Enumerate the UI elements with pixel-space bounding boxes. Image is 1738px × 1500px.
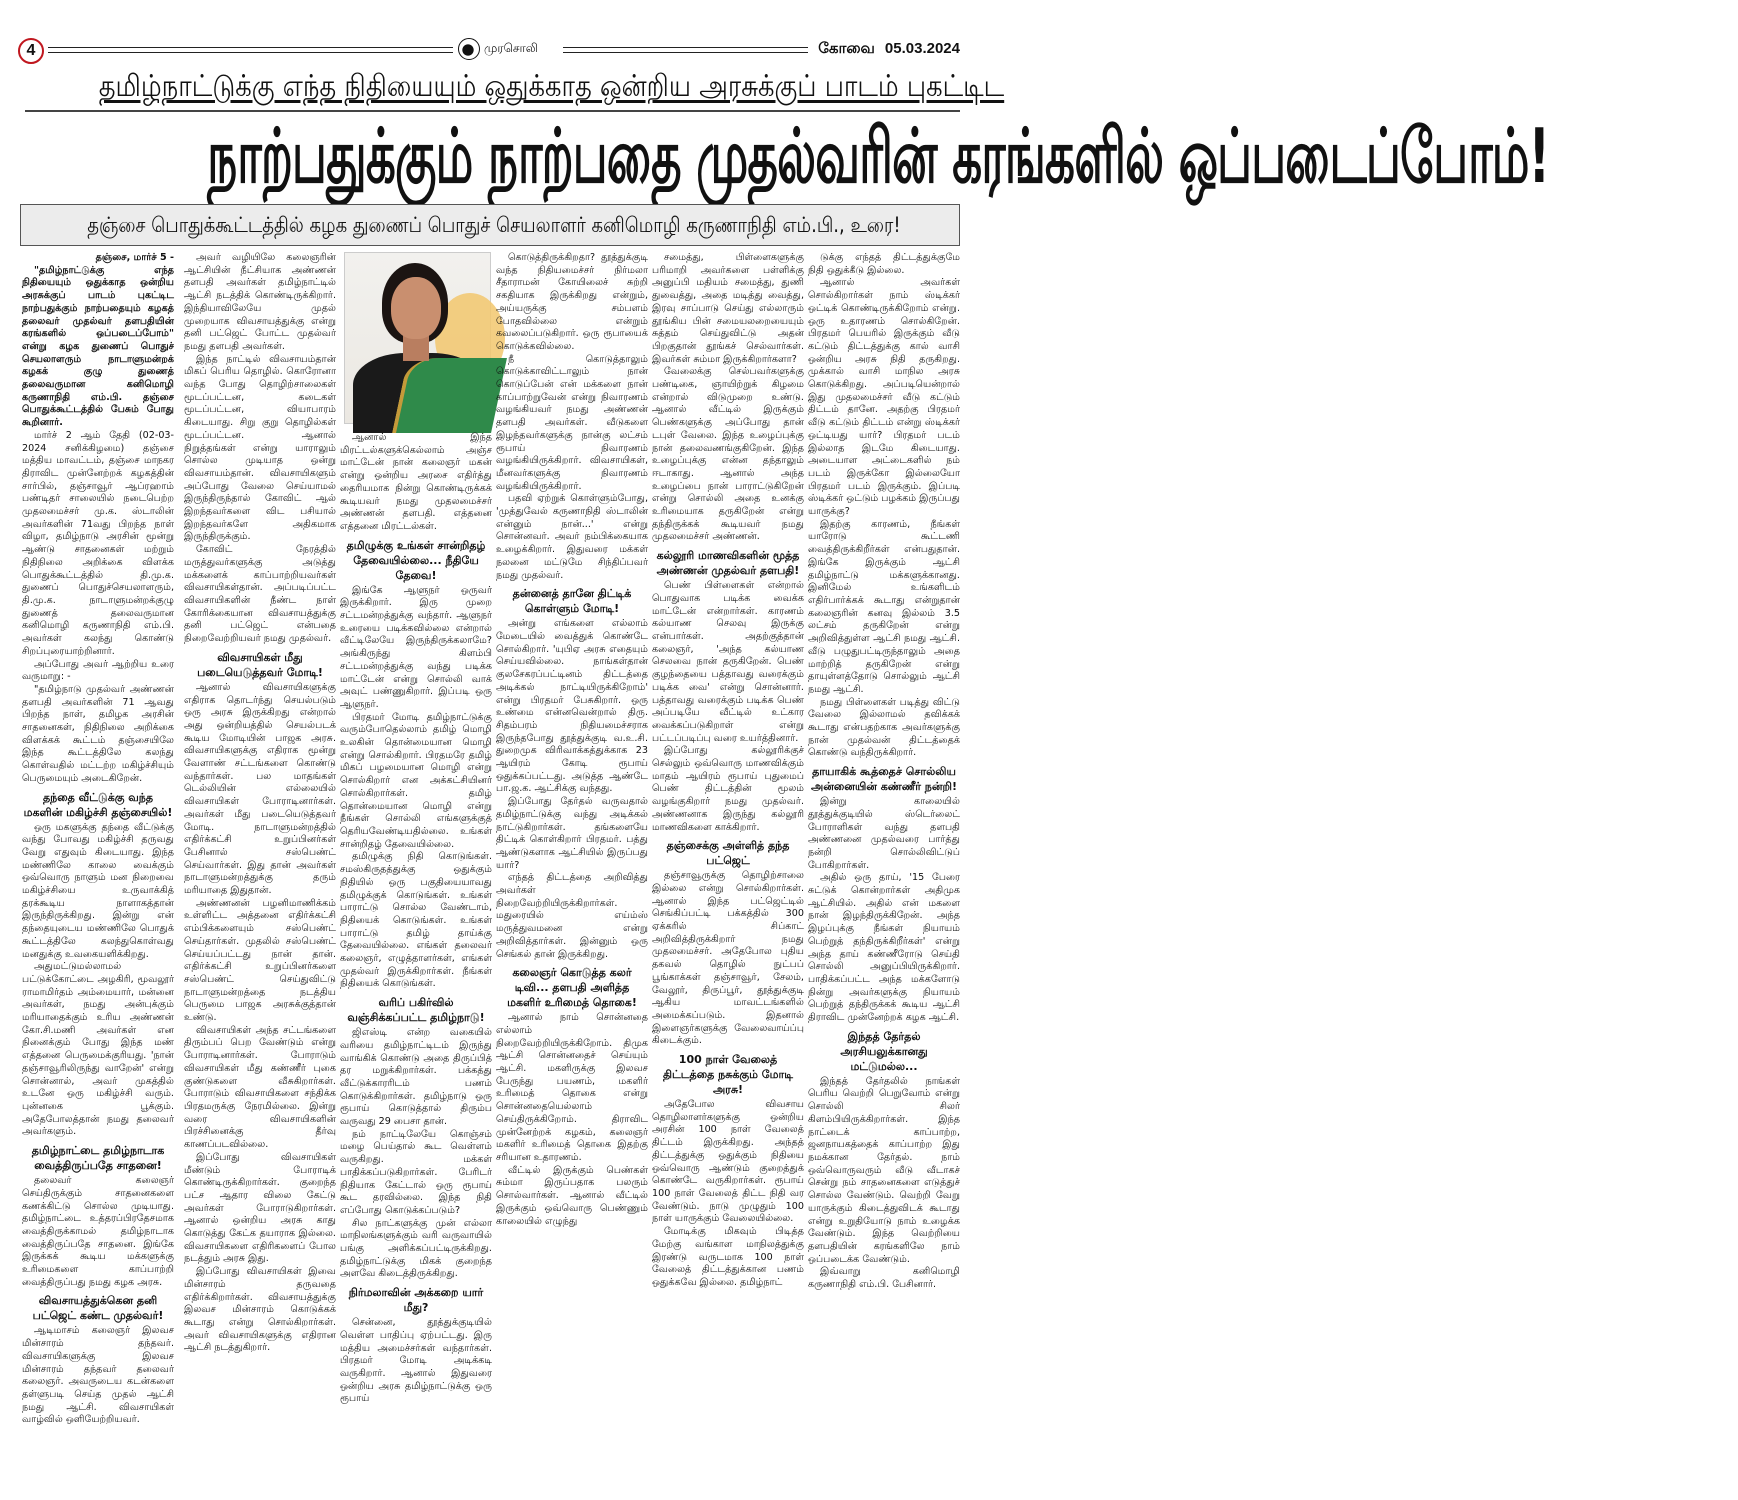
article-paragraph: சமைத்து, பிள்ளைகளுக்கு பரிமாறி அவர்களை பள்ளிக்கு அனுப்பி மதியம் சமைத்து, துணி துவைத்து, அதை மடித்து வைத்து, இரவு சாப்பாடு செய்து எல்லாரும் தூங்கிய பின் சமையலறையையும் சுத்தம் செய்துவிட்டு அதன் பிறகுதான் தூங்கச் செல்வார்கள். இவர்கள் சும்மா இருக்கிறார்களா? — [652, 252, 804, 365]
article-paragraph: அதில் ஒரு தாய், '15 பேரை சுட்டுக் கொன்றார்கள் அதிமுக ஆட்சியில். அதில் என் மகளை நான் இழந்திருக்கிறேன். அந்த இழப்புக்கு நீங்கள் நியாயம் பெற்றுத் தந்திருக்கிறீர்கள்' என்று அந்த தாய் கண்ணீரோடு செய்தி சொல்லி அனுப்பியிருக்கிறார். பாதிக்கப்பட்ட அந்த மக்களோடு நின்று அவர்களுக்கு நியாயம் பெற்றுத் தந்திருக்கக் கூடிய ஆட்சி திராவிட முன்னேற்றக் கழக ஆட்சி. — [808, 872, 960, 1024]
header-rule — [48, 47, 453, 53]
edition-dateline — [808, 40, 960, 59]
article-paragraph: பதவி ஏற்றுக் கொள்ளும்போது, 'முத்துவேல் கருணாநிதி ஸ்டாலின் என்னும் நான்...' என்று சொன்னவர். அவர் நம்பிக்கையாக உழைக்கிறார். இதுவரை மக்கள் நலனை மட்டுமே சிந்திப்பவர் நமது முதல்வர். — [496, 493, 648, 581]
section-subheading: 100 நாள் வேலைத் திட்டத்தை நசுக்கும் மோடி அரசு! — [663, 1053, 793, 1097]
section-subheading: கலைஞர் கொடுத்த கலர் டிவி... தளபதி அளித்த மகளிர் உரிமைத் தொகை! — [507, 966, 637, 1010]
article-column-6 — [808, 252, 960, 1457]
article-paragraph: இந்தத் தேர்தலில் நாங்கள் பெரிய வெற்றி பெறுவோம் என்று சொல்லி சிலர் கிளம்பியிருக்கிறார்கள். இந்த நாட்டைக் காப்பாற்ற, ஜனநாயகத்தைக் காப்பாற்ற இது நமக்கான தேர்தல். நாம் ஒவ்வொருவரும் வீடு வீடாகச் சென்று நம் சாதனைகளை எடுத்துச் சொல்ல வேண்டும். வெற்றி வேறு யாருக்கும் கிடைத்துவிடக் கூடாது என்று உறுதியோடு நாம் உழைக்க வேண்டும். இந்த வெற்றியை தளபதியின் கரங்களிலே நாம் ஒப்படைக்க வேண்டும். — [808, 1075, 960, 1265]
article-paragraph: தஞ்சாவூருக்கு தொழிற்சாலை இல்லை என்று சொல்கிறார்கள். ஆனால் இந்த பட்ஜெட்டில் செங்கிப்பட்டி பக்கத்தில் 300 ஏக்கரில் சிப்காட் அறிவித்திருக்கிறார் நமது முதலமைச்சர். அதேபோல புதிய தகவல் தொழில் நுட்பப் பூங்காக்கள் தஞ்சாவூர், சேலம், வேலூர், திருப்பூர், தூத்துக்குடி ஆகிய மாவட்டங்களில் அமைக்கப்படும். இதனால் இளைஞர்களுக்கு வேலைவாய்ப்பு கிடைக்கும். — [652, 870, 804, 1047]
header-rule — [563, 47, 808, 53]
article-paragraph: இப்போது விவசாயிகள் மீண்டும் போராடிக் கொண்டிருக்கிறார்கள். குறைந்த பட்ச ஆதார விலை கேட்டு அவர்கள் போராடுகிறார்கள். ஆனால் ஒன்றிய அரசு காது கொடுத்து கேட்க தயாராக இல்லை. விவசாயிகளை எதிரிகளைப் போல நடத்தும் அரசு இது. — [184, 1151, 336, 1265]
issue-date: 05.03.2024 — [884, 40, 960, 57]
section-subheading: வரிப் பகிர்வில் வஞ்சிக்கப்பட்ட தமிழ்நாடு! — [347, 996, 485, 1025]
article-paragraph: பெண் பிள்ளைகள் என்றால் பொதுவாக படிக்க வைக்க மாட்டேன் என்றார்கள். காரணம் கல்யாண செலவு இருக்கு என்பார்கள். அதற்குத்தான் கலைஞர், 'அந்த கல்யாண செலவை நான் தருகிறேன். பெண் குழந்தையை பத்தாவது வரைக்கும் படிக்க வை' என்று சொன்னார். பத்தாவது வரைக்கும் படிக்க பெண் அப்படியே வீட்டில் உட்கார வைக்கப்படுகிறாள் என்று பட்டப்படிப்பு வரை உயர்த்தினார். — [652, 580, 804, 744]
section-subheading: கல்லூரி மாணவிகளின் மூத்த அண்ணன் முதல்வர் தளபதி! — [656, 549, 800, 578]
article-paragraph: அப்போது அவர் ஆற்றிய உரை வருமாறு: - — [22, 658, 174, 683]
section-subheading: நிர்மலாவின் அக்கறை யார் மீது? — [348, 1286, 484, 1315]
article-paragraph: நமது பிள்ளைகள் படித்து விட்டு வேலை இல்லாமல் தவிக்கக் கூடாது என்பதற்காக அவர்களுக்கு நான் முதல்வன் திட்டத்தைக் கொண்டு வந்திருக்கிறார். — [808, 696, 960, 759]
article-paragraph: வீட்டில் இருக்கும் பெண்கள் சும்மா இருப்பதாக பலரும் சொல்வார்கள். ஆனால் வீட்டில் இருக்கும் ஒவ்வொரு பெண்ணும் காலையில் எழுந்து — [496, 1164, 648, 1227]
article-paragraph: மார்ச் 2 ஆம் தேதி (02-03-2024 சனிக்கிழமை) தஞ்சை மத்திய மாவட்டம், தஞ்சை மாநகர திராவிட முன்னேற்றக் கழகத்தின் சார்பில், தஞ்சாவூர் ஆப்ரஹாம் பண்டிதர் சாலையில் நடைபெற்ற முதலமைச்சர் மு.க. ஸ்டாலின் அவர்களின் 71வது பிறந்த நாள் விழா, தமிழ்நாடு அரசின் மூன்று ஆண்டு சாதனைகள் மற்றும் நிதிநிலை அறிக்கை விளக்க பொதுக்கூட்டத்தில் தி.மு.க. துணைப் பொதுச்செயலாளரும், தி.மு.க. நாடாளுமன்றக்குழு துணைத் தலைவருமான கனிமொழி கருணாநிதி எம்.பி. அவர்கள் கலந்து கொண்டு சிறப்புரையாற்றினார். — [22, 429, 174, 657]
section-subheading: இந்தத் தேர்தல் அரசியலுக்கானது மட்டுமல்ல... — [840, 1029, 928, 1073]
article-paragraph: அதேபோல விவசாய தொழிலாளர்களுக்கு ஒன்றிய அரசின் 100 நாள் வேலைத் திட்டம் இருக்கிறது. அந்தத் திட்டத்துக்கு ஒதுக்கும் நிதியை ஒவ்வொரு ஆண்டும் குறைத்துக் கொண்டே வருகிறார்கள். ரூபாய் 100 நாள் வேலைத் திட்ட நிதி வர வேண்டும். நாடு முழுதும் 100 நாள் யாருக்கும் வேலையில்லை. — [652, 1099, 804, 1225]
article-column-2 — [184, 252, 336, 1457]
article-paragraph: ஒரு மகளுக்கு தந்தை வீட்டுக்கு வந்து போவது மகிழ்ச்சி தருவது வேறு எதுவும் கிடையாது. இந்த மண்ணிலே காலை வைக்கும் ஒவ்வொரு நாளும் மன நிறைவை மகிழ்ச்சியை உருவாக்கித் தரக்கூடிய நாளாகத்தான் இருந்திருக்கிறது. இன்று என் தந்தையுடைய மண்ணிலே பொதுக் கூட்டத்திலே கலந்துகொள்வது மனதுக்கு உவகையளிக்கிறது. — [22, 821, 174, 960]
main-headline — [18, 112, 1550, 202]
sub-headline-text: தஞ்சை பொதுக்கூட்டத்தில் கழக துணைப் பொதுச் செயலாளர் கனிமொழி கருணாநிதி எம்.பி., உரை! — [87, 213, 901, 237]
page-number: 4 — [18, 38, 44, 64]
sub-headline-box — [20, 204, 960, 246]
newspaper-logo-icon — [458, 38, 480, 60]
article-paragraph: அதுமட்டுமல்லாமல் பட்டுக்கோட்டை அழகிரி, மூவலூர் ராமாமிர்தம் அம்மையார், மன்னை அவர்கள், நமது அன்புக்கும் மரியாதைக்கும் உரிய அண்ணன் கோ.சி.மணி அவர்கள் என நினைக்கும் போது இந்த மண் எத்தனை பெருமைக்குரியது. 'நான் தஞ்சாவூரிலிருந்து வாறேன்' என்று சொன்னால், அவர் முகத்தில் உடனே ஒரு மகிழ்ச்சி வரும். புன்னகை பூக்கும். அதேபோலத்தான் நமது தலைவர் அவர்களும். — [22, 961, 174, 1138]
article-paragraph: இங்கே ஆளுநர் ஒருவர் இருக்கிறார். இரு முறை சட்டமன்றத்துக்கு வந்தார். ஆளுநர் உரையை படிக்கவில்லை என்றால் வீட்டிலேயே இருந்திருக்கலாமே? அங்கிருந்து கிளம்பி சட்டமன்றத்துக்கு வந்து படிக்க மாட்டேன் என்று சொல்லி வாக் அவுட் பண்ணுகிறார். இப்படி ஒரு ஆளுநர். — [340, 584, 492, 710]
section-subheading: தந்தை வீட்டுக்கு வந்த மகளின் மகிழ்ச்சி தஞ்சையில்! — [23, 790, 173, 819]
article-paragraph: "தமிழ்நாட்டுக்கு எந்த நிதியையும் ஒதுக்காத ஒன்றிய அரசுக்குப் பாடம் புகட்டிட நாற்பதுக்கும் நாற்பதையும் கழகத் தலைவர் முதல்வர் தளபதியின் கரங்களில் ஒப்படைப்போம்" என்று கழக துணைப் பொதுச் செயலாளரும் நாடாளுமன்றக் கழகக் குழு துணைத் தலைவருமான கனிமொழி கருணாநிதி எம்.பி. தஞ்சை பொதுக்கூட்டத்தில் பேசும் போது கூறினார். — [22, 264, 174, 429]
article-paragraph: அவர் வழியிலே கலைஞரின் ஆட்சியின் நீட்சியாக அண்ணன் தளபதி அவர்கள் தமிழ்நாட்டில் ஆட்சி நடத்திக் கொண்டிருக்கிறார். இந்தியாவிலேயே முதல் முறையாக விவசாயத்துக்கு என்று தனி பட்ஜெட் போட்ட முதல்வர் நமது தளபதி அவர்கள். — [184, 252, 336, 352]
article-paragraph: நீ கொடுத்தாலும் கொடுக்காவிட்டாலும் நான் கொடுப்பேன் என் மக்களை நான் காப்பாற்றுவேன் என்று நிவாரணம் வழங்கியவர் நமது அண்ணன் தளபதி அவர்கள். வீடுகளை இழந்தவர்களுக்கு நான்கு லட்சம் ரூபாய் நிவாரணம் வழங்கியிருக்கிறார். விவசாயிகள், மீனவர்களுக்கு நிவாரணம் வழங்கியிருக்கிறார். — [496, 353, 648, 492]
section-subheading: தஞ்சைக்கு அள்ளித் தந்த பட்ஜெட் — [666, 839, 790, 868]
article-paragraph: இவ்வாறு கனிமொழி கருணாநிதி எம்.பி. பேசினார். — [808, 1266, 960, 1291]
article-paragraph: ஆடிமாசம் கலைஞர் இலவச மின்சாரம் தந்தவர். விவசாயிகளுக்கு இலவச மின்சாரம் தந்தவர் தலைவர் கலைஞர். அவருடைய கடன்களை தள்ளுபடி செய்த முதல் ஆட்சி நமது ஆட்சி. விவசாயிகள் வாழ்வில் ஒளியேற்றியவர். — [22, 1325, 174, 1426]
article-paragraph: இப்போது தேர்தல் வருவதால் தமிழ்நாட்டுக்கு வந்து அடிக்கல் நாட்டுகிறார்கள். தங்களையே திட்டிக் கொள்கிறார் பிரதமர். பத்து ஆண்டுகளாக ஆட்சியில் இருப்பது யார்? — [496, 796, 648, 871]
article-paragraph: இப்போது கல்லூரிக்குச் செல்லும் ஒவ்வொரு மாணவிக்கும் மாதம் ஆயிரம் ரூபாய் புதுமைப் பெண் திட்டத்தின் மூலம் வழங்குகிறார் நமது முதல்வர். அண்ணனாக இருந்து கல்லூரி மாணவிகளை காக்கிறார். — [652, 745, 804, 833]
article-paragraph: இப்போது விவசாயிகள் இவை மின்சாரம் தருவதை எதிர்க்கிறார்கள். விவசாயத்துக்கு இலவச மின்சாரம் கொடுக்கக் கூடாது என்று சொல்கிறார்கள். அவர் விவசாயிகளுக்கு எதிரான ஆட்சி நடத்துகிறார். — [184, 1266, 336, 1354]
article-paragraph: டுக்கு எந்தத் திட்டத்துக்குமே நிதி ஒதுக்கீடு இல்லை. — [808, 252, 960, 276]
article-paragraph: தமிழுக்கு நிதி கொடுங்கள். சமஸ்கிருதத்துக்கு ஒதுக்கும் நிதியில் ஒரு பகுதியையாவது தமிழுக்குக் கொடுங்கள். உங்கள் பாராட்டு சொல்ல வேண்டாம், நிதியைக் கொடுங்கள். உங்கள் பாராட்டு தமிழ் தாய்க்கு தேவையில்லை. எங்கள் தலைவர் கலைஞர், எழுத்தாளர்கள், எங்கள் முதல்வர் இருக்கிறார்கள். நீங்கள் நிதியைக் கொடுங்கள். — [340, 851, 492, 990]
article-paragraph: இன்று காலையில் தூத்துக்குடியில் ஸ்டெர்லைட் போராளிகள் வந்து தளபதி அண்ணனை முதல்வரை பார்த்து நன்றி சொல்லிவிட்டுப் போகிறார்கள். — [808, 796, 960, 871]
section-subheading: தமிழுக்கு உங்கள் சான்றிதழ் தேவையில்லை... நீதியே தேவை! — [346, 538, 486, 582]
section-subheading: தாயாகிக் கூத்தைச் சொல்லிய அன்னையின் கண்ணீர் நன்றி! — [810, 765, 958, 794]
article-paragraph: அன்று எங்களை எல்லாம் மேடையில் வைத்துக் கொண்டே சொல்கிறார். 'யுபிஏ அரசு எதையும் செய்யவில்லை. நாங்கள்தான் குலசேகரப்பட்டினம் திட்டத்தை அடிக்கல் நாட்டியிருக்கிறோம்' என்று பிரதமர் பேசுகிறார். ஒரு உண்மை என்னவென்றால் திரு. சிதம்பரம் நிதியமைச்சராக இருந்தபோது தூத்துக்குடி வ.உ.சி. துறைமுக விரிவாக்கத்துக்காக 23 ஆயிரம் கோடி ரூபாய் ஒதுக்கப்பட்டது. அடுத்த ஆண்டே பா.ஜ.க. ஆட்சிக்கு வந்தது. — [496, 618, 648, 795]
article-paragraph: வேலைக்கு செல்பவர்களுக்கு பண்டிகை, ஞாயிற்றுக் கிழமை என்றால் விடுமுறை உண்டு. ஆனால் வீட்டில் இருக்கும் பெண்களுக்கு அப்போது தான் டபுள் வேலை. இந்த உழைப்புக்கு நான் தலைவணங்குகிறேன். இந்த உழைப்புக்கு என்ன தந்தாலும் ஈடாகாது. ஆனால் அந்த உழைப்பை நான் பாராட்டுகிறேன் என்று சொல்லி அதை உனக்கு உரிமையாக தருகிறேன் என்று தந்திருக்கக் கூடியவர் நமது முதலமைச்சர் அண்ணன். — [652, 366, 804, 543]
article-column-1 — [22, 252, 174, 1457]
section-subheading: விவசாயிகள் மீது படையெடுத்தவர் மோடி! — [197, 650, 323, 679]
article-paragraph: ஆனால் இந்த மிரட்டல்களுக்கெல்லாம் அஞ்ச மாட்டேன் நான் கலைஞர் மகன் என்று ஒன்றிய அரசை எதிர்த்து தைரியமாக நின்று கொண்டிருக்கக் கூடியவர் நமது முதலமைச்சர் அண்ணன் தளபதி. எத்தனை எத்தனை மிரட்டல்கள். — [340, 432, 492, 532]
article-paragraph: மோடிக்கு மிகவும் பிடித்த மேற்கு வங்காள மாநிலத்துக்கு இரண்டு வருடமாக 100 நாள் வேலைத் திட்டத்துக்கான பணம் ஒதுக்கவே இல்லை. தமிழ்நாட் — [652, 1226, 804, 1288]
article-paragraph: ஜிஎஸ்டி என்ற வகையில் வரியை தமிழ்நாட்டிடம் இருந்து வாங்கிக் கொண்டு அதை திருப்பித் தர மறுக்கிறார்கள். பக்கத்து வீட்டுக்காரரிடம் பணம் கொடுக்கிறார்கள். தமிழ்நாடு ஒரு ரூபாய் கொடுத்தால் திரும்ப வருவது 29 பைசா தான். — [340, 1027, 492, 1128]
section-subheading: தமிழ்நாட்டை தமிழ்நாடாக வைத்திருப்பதே சாதனை! — [31, 1144, 165, 1173]
article-paragraph: இந்த நாட்டில் விவசாயம்தான் மிகப் பெரிய தொழில். கொரோனா வந்த போது தொழிற்சாலைகள் மூடப்பட்டன, கடைகள் மூடப்பட்டன, வியாபாரம் கிடையாது. சிறு குறு தொழில்கள் மூடப்பட்டன. ஆனால் நிறுத்தங்கள் என்று யாராலும் சொல்ல முடியாத ஒன்று விவசாயம்தான். விவசாயிகளும் அப்போது வேலை செய்யாமல் இருந்திருந்தால் கோவிட் ஆல் இறந்தவர்களை விட பசியால் இறந்தவர்களே அதிகமாக இருந்திருக்கும். — [184, 353, 336, 543]
speaker-photo — [344, 252, 491, 424]
article-paragraph: ஆனால் அவர்கள் சொல்கிறார்கள் நாம் ஸ்டிக்கர் ஒட்டிக் கொண்டிருக்கிறோம் என்று. ஒரு உதாரணம் சொல்கிறேன். பிரதமர் பெயரில் இருக்கும் வீடு கட்டும் திட்டத்துக்கு கால் வாசி ஒன்றிய அரசு நிதி தருகிறது. முக்கால் வாசி மாநில அரசு கொடுக்கிறது. அப்படியென்றால் இது முதலமைச்சர் வீடு கட்டும் திட்டம் தானே. அதற்கு பிரதமர் வீடு கட்டும் திட்டம் என்று ஸ்டிக்கர் ஒட்டியது யார்? பிரதமர் படம் இல்லாத இடமே கிடையாது. அடையாள அட்டைகளில் நம் படம் இருக்கோ இல்லையோ பிரதமர் படம் இருக்கும். இப்படி ஸ்டிக்கர் ஒட்டும் பழக்கம் இருப்பது யாருக்கு? — [808, 277, 961, 518]
article-paragraph: எந்தத் திட்டத்தை அறிவித்து அவர்கள் நிறைவேற்றியிருக்கிறார்கள். மதுரையில் எய்ம்ஸ் மருத்துவமனை என்று அறிவித்தார்கள். இன்னும் ஒரு செங்கல் தான் இருக்கிறது. — [496, 872, 648, 960]
article-paragraph: ஆனால் விவசாயிகளுக்கு எதிராக தொடர்ந்து செயல்படும் ஒரு அரசு இருக்கிறது என்றால் அது ஒன்றியத்தில் செயல்படக் கூடிய மோடியின் பாஜக அரசு. விவசாயிகளுக்கு எதிராக மூன்று வேளாண் சட்டங்களை கொண்டு வந்தார்கள். பல மாதங்கள் டெல்லியின் எல்லையில் விவசாயிகள் போராடினார்கள். அவர்கள் மீது படையெடுத்தவர் மோடி. நாடாளுமன்றத்தில் எதிர்க்கட்சி உறுப்பினர்கள் பேசினால் சஸ்பெண்ட் செய்வார்கள். இது தான் அவர்கள் நாடாளுமன்றத்துக்கு தரும் மரியாதை இதுதான். — [184, 681, 336, 897]
article-paragraph: பிரதமர் மோடி தமிழ்நாட்டுக்கு வரும்போதெல்லாம் தமிழ் மொழி உலகின் தொன்மையான மொழி என்று சொல்கிறார். பிரதமரே தமிழ் மிகப் பழமையான மொழி என்று சொல்கிறார் என அக்கட்சியினர் சொல்கிறார்கள். தமிழ் தொன்மையான மொழி என்று நீங்கள் சொல்லி எங்களுக்குத் தெரியவேண்டியதில்லை. உங்கள் சான்றிதழ் தேவையில்லை. — [340, 711, 492, 850]
newspaper-name: முரசொலி — [484, 41, 538, 55]
page-header — [18, 38, 960, 64]
article-paragraph: சென்னை, தூத்துக்குடியில் வெள்ள பாதிப்பு ஏற்பட்டது. இரு மத்திய அமைச்சர்கள் வந்தார்கள். பிரதமர் மோடி அடிக்கடி வருகிறார். ஆனால் இதுவரை ஒன்றிய அரசு தமிழ்நாட்டுக்கு ஒரு ரூபாய் — [340, 1317, 492, 1405]
article-paragraph: "தமிழ்நாடு முதல்வர் அண்ணன் தளபதி அவர்களின் 71 ஆவது பிறந்த நாள், தமிழக அரசின் சாதனைகள், நிதிநிலை அறிக்கை விளக்கக் கூட்டம் தஞ்சையிலே இந்த கூட்டத்திலே கலந்து கொள்வதில் மட்டற்ற மகிழ்ச்சியும் பெருமையும் அடைகிறேன். — [22, 683, 174, 784]
section-subheading: தன்னைத் தானே திட்டிக் கொள்ளும் மோடி! — [512, 587, 632, 616]
article-column-5 — [652, 252, 804, 1457]
article-paragraph: தலைவர் கலைஞர் செய்திருக்கும் சாதனைகளை கணக்கிட்டு சொல்ல முடியாது. தமிழ்நாட்டை உத்தரப்பிரதேசமாக வைத்திருக்காமல் தமிழ்நாடாக வைத்திருப்பதே சாதனை. இங்கே இருக்கக் கூடிய மக்களுக்கு உரிமைகளை காப்பாற்றி வைத்திருப்பது நமது கழக அரசு. — [22, 1175, 174, 1288]
article-paragraph: அண்ணனன் பழனிமாணிக்கம் உள்ளிட்ட அத்தனை எதிர்க்கட்சி எம்பிக்களையும் சஸ்பெண்ட் செய்தார்கள். முதலில் சஸ்பெண்ட் செய்யப்பட்டது நான் தான். எதிர்க்கட்சி உறுப்பினர்களை சஸ்பெண்ட் செய்துவிட்டு நாடாளுமன்றத்தை நடத்திய பெருமை பாஜக அரசுக்குத்தான் உண்டு. — [184, 897, 336, 1024]
masthead — [458, 38, 538, 60]
edition-name: கோவை — [818, 40, 875, 57]
article-column-3 — [340, 432, 492, 1457]
article-paragraph: கோவிட் நேரத்தில் மருத்துவர்களுக்கு அடுத்து மக்களைக் காப்பாற்றியவர்கள் விவசாயிகள்தான். அப்படிப்பட்ட விவசாயிகளின் நீண்ட நாள் கோரிக்கையான விவசாயத்துக்கு தனி பட்ஜெட் என்பதை நிறைவேற்றியவர் நமது முதல்வர். — [184, 544, 336, 645]
headline-text: நாற்பதுக்கும் நாற்பதை முதல்வரின் கரங்களில் ஒப்படைப்போம்! — [207, 113, 1550, 201]
kicker-text: தமிழ்நாட்டுக்கு எந்த நிதியையும் ஒதுக்காத ஒன்றிய அரசுக்குப் பாடம் புகட்டிட — [98, 69, 1005, 104]
article-paragraph: சில நாட்களுக்கு முன் எல்லா மாநிலங்களுக்கும் வரி வருவாயில் பங்கு அளிக்கப்பட்டிருக்கிறது. தமிழ்நாட்டுக்கு மிகக் குறைந்த அளவே கிடைத்திருக்கிறது. — [340, 1217, 492, 1280]
article-column-4 — [496, 252, 648, 1457]
article-paragraph: ஆனால் நாம் சொன்னதை எல்லாம் நிறைவேற்றியிருக்கிறோம். திமுக ஆட்சி சொன்னதைச் செய்யும் ஆட்சி. மகளிருக்கு இலவச பேருந்து பயணம், மகளிர் உரிமைத் தொகை என்று சொன்னதையெல்லாம் செய்திருக்கிறோம். திராவிட முன்னேற்றக் கழகம், கலைஞர் மகளிர் உரிமைத் தொகை இதற்கு சரியான உதாரணம். — [496, 1012, 648, 1163]
section-subheading: விவசாயத்துக்கென தனி பட்ஜெட் கண்ட முதல்வர்! — [32, 1294, 164, 1323]
article-paragraph: விவசாயிகள் அந்த சட்டங்களை திரும்பப் பெற வேண்டும் என்று போராடினார்கள். போராடும் விவசாயிகள் மீது கண்ணீர் புகை குண்டுகளை வீசுகிறார்கள். போராடும் விவசாயிகளை சந்திக்க பிரதமருக்கு நேரமில்லை. இன்று வரை விவசாயிகளின் பிரச்சினைக்கு தீர்வு காணப்படவில்லை. — [184, 1024, 336, 1151]
article-paragraph: நம் நாட்டிலேயே கொஞ்சம் மழை பெய்தால் கூட வெள்ளம் வருகிறது. மக்கள் பாதிக்கப்படுகிறார்கள். பேரிடர் நிதியாக கேட்டால் ஒரு ரூபாய் கூட தரவில்லை. இந்த நிதி எப்போது கொடுக்கப்படும்? — [340, 1128, 492, 1216]
dateline: தஞ்சை, மார்ச் 5 - — [95, 252, 174, 263]
article-paragraph: இதற்கு காரணம், நீங்கள் யாரோடு கூட்டணி வைத்திருக்கிறீர்கள் என்பதுதான். இங்கே இருக்கும் ஆட்சி தமிழ்நாட்டு மக்களுக்கானது. இனிமேல் உங்களிடம் எதிர்பார்க்கக் கூடாது என்றுதான் கலைஞரின் கனவு இல்லம் 3.5 லட்சம் தருகிறேன் என்று அறிவித்துள்ள ஆட்சி நமது ஆட்சி. வீடு பழுதுபட்டிருந்தாலும் அதை மாற்றித் தருகிறேன் என்று தாயுள்ளத்தோடு சொல்லும் ஆட்சி நமது ஆட்சி. — [808, 518, 960, 695]
article-paragraph: கொடுத்திருக்கிறதா? தூத்துக்குடி வந்த நிதியமைச்சர் நிர்மலா சீதாராமன் கோயிலைச் சுற்றி சகதியாக இருக்கிறது என்றும், அய்யருக்கு சம்பளம் போதவில்லை என்றும் கவலைப்படுகிறார். ஒரு ரூபாயைக் கொடுக்கவில்லை. — [496, 252, 648, 352]
